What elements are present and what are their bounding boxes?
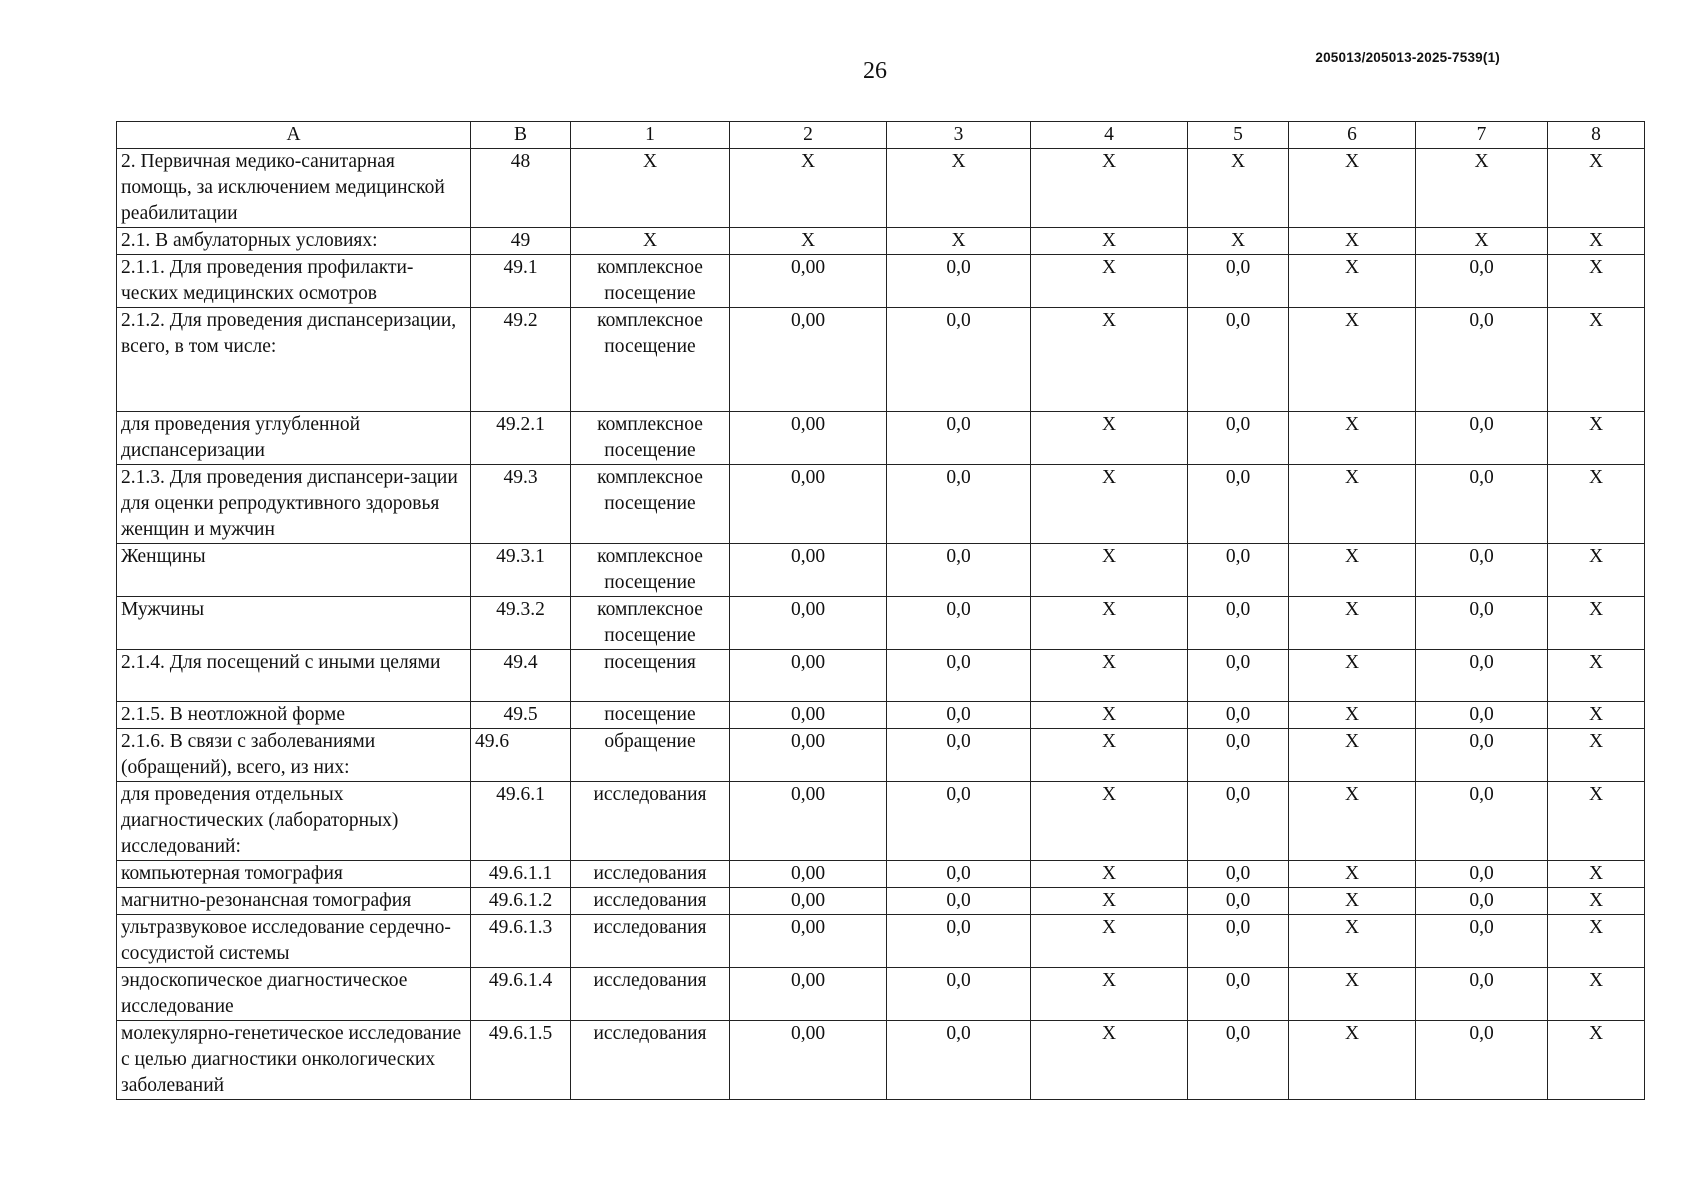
value-cell: Х [1548, 650, 1645, 702]
row-code: 49.3.2 [471, 597, 571, 650]
table-row [117, 149, 1645, 228]
column-header: В [471, 122, 571, 149]
row-code: 49.1 [471, 255, 571, 308]
value-cell: 0,0 [887, 702, 1031, 729]
value-cell: 0,0 [1188, 544, 1289, 597]
value-cell: Х [1031, 255, 1188, 308]
value-cell: Х [1031, 149, 1188, 228]
table-row [117, 255, 1645, 308]
value-cell: Х [1289, 702, 1416, 729]
value-cell: Х [1289, 729, 1416, 782]
value-cell: Х [1031, 544, 1188, 597]
value-cell: 0,0 [1416, 465, 1548, 544]
value-cell: Х [1031, 888, 1188, 915]
value-cell: 0,0 [887, 255, 1031, 308]
value-cell: Х [1289, 465, 1416, 544]
value-cell: Х [1548, 255, 1645, 308]
value-cell: 0,0 [1416, 729, 1548, 782]
value-cell: Х [887, 149, 1031, 228]
value-cell: 0,0 [1188, 308, 1289, 412]
row-name: компьютерная томография [117, 861, 471, 888]
value-cell: 0,00 [730, 544, 887, 597]
value-cell: 0,0 [1188, 888, 1289, 915]
row-code: 49.2.1 [471, 412, 571, 465]
row-name: эндоскопическое диагностическое исследование [117, 968, 471, 1021]
value-cell: Х [1031, 650, 1188, 702]
table-row [117, 597, 1645, 650]
column-header: 7 [1416, 122, 1548, 149]
row-code: 49.6.1.5 [471, 1021, 571, 1100]
value-cell: 0,0 [887, 412, 1031, 465]
value-cell: 0,0 [1188, 861, 1289, 888]
row-code: 49.6.1.1 [471, 861, 571, 888]
value-cell: Х [1289, 255, 1416, 308]
value-cell: Х [1188, 228, 1289, 255]
table-row [117, 861, 1645, 888]
column-header: 6 [1289, 122, 1416, 149]
value-cell: 0,0 [1416, 888, 1548, 915]
value-cell: 0,0 [887, 782, 1031, 861]
value-cell: Х [1289, 412, 1416, 465]
row-code: 48 [471, 149, 571, 228]
column-header: 1 [571, 122, 730, 149]
table-row [117, 1021, 1645, 1100]
value-cell: Х [1031, 308, 1188, 412]
row-name: 2.1. В амбулаторных условиях: [117, 228, 471, 255]
row-name: Женщины [117, 544, 471, 597]
value-cell: 0,00 [730, 782, 887, 861]
column-header: 4 [1031, 122, 1188, 149]
table-row [117, 650, 1645, 702]
value-cell: Х [1031, 915, 1188, 968]
row-code: 49.6.1.2 [471, 888, 571, 915]
row-name: 2.1.2. Для проведения диспансеризации, всего, в том числе: [117, 308, 471, 412]
unit-cell: комплексное посещение [571, 544, 730, 597]
unit-cell: исследования [571, 968, 730, 1021]
unit-cell: комплексное посещение [571, 255, 730, 308]
unit-cell: посещение [571, 702, 730, 729]
value-cell: 0,0 [1416, 915, 1548, 968]
value-cell: 0,00 [730, 968, 887, 1021]
row-name: Мужчины [117, 597, 471, 650]
table-row [117, 228, 1645, 255]
row-code: 49 [471, 228, 571, 255]
value-cell: 0,0 [887, 968, 1031, 1021]
value-cell: 0,0 [887, 308, 1031, 412]
value-cell: Х [1289, 968, 1416, 1021]
value-cell: 0,00 [730, 1021, 887, 1100]
unit-cell: исследования [571, 1021, 730, 1100]
value-cell: Х [1416, 228, 1548, 255]
value-cell: 0,0 [1188, 782, 1289, 861]
table-row [117, 729, 1645, 782]
unit-cell: исследования [571, 915, 730, 968]
value-cell: Х [1289, 888, 1416, 915]
unit-cell: Х [571, 228, 730, 255]
value-cell: Х [1548, 149, 1645, 228]
row-code: 49.5 [471, 702, 571, 729]
table-row [117, 915, 1645, 968]
row-code: 49.4 [471, 650, 571, 702]
value-cell: 0,0 [1188, 650, 1289, 702]
unit-cell: Х [571, 149, 730, 228]
value-cell: 0,0 [1416, 412, 1548, 465]
row-name: 2.1.1. Для проведения профилакти-ческих медицинских осмотров [117, 255, 471, 308]
column-header: А [117, 122, 471, 149]
value-cell: Х [730, 228, 887, 255]
unit-cell: комплексное посещение [571, 597, 730, 650]
value-cell: Х [1548, 465, 1645, 544]
value-cell: 0,00 [730, 597, 887, 650]
value-cell: Х [1031, 1021, 1188, 1100]
value-cell: Х [1416, 149, 1548, 228]
column-header: 2 [730, 122, 887, 149]
value-cell: Х [1289, 782, 1416, 861]
value-cell: Х [1548, 702, 1645, 729]
value-cell: Х [887, 228, 1031, 255]
value-cell: Х [1289, 228, 1416, 255]
value-cell: Х [1548, 915, 1645, 968]
value-cell: Х [1289, 544, 1416, 597]
value-cell: 0,0 [1188, 255, 1289, 308]
value-cell: 0,0 [1188, 597, 1289, 650]
value-cell: Х [1031, 861, 1188, 888]
value-cell: Х [1548, 782, 1645, 861]
value-cell: Х [1031, 228, 1188, 255]
value-cell: Х [1289, 861, 1416, 888]
column-header: 3 [887, 122, 1031, 149]
table-row [117, 968, 1645, 1021]
unit-cell: комплексное посещение [571, 412, 730, 465]
value-cell: 0,00 [730, 465, 887, 544]
row-code: 49.6 [471, 729, 571, 782]
value-cell: Х [1031, 412, 1188, 465]
table-row [117, 782, 1645, 861]
value-cell: Х [1548, 729, 1645, 782]
value-cell: 0,0 [887, 888, 1031, 915]
row-name: для проведения углубленной диспансеризации [117, 412, 471, 465]
unit-cell: комплексное посещение [571, 465, 730, 544]
value-cell: Х [1289, 149, 1416, 228]
value-cell: Х [1289, 650, 1416, 702]
value-cell: Х [1548, 888, 1645, 915]
value-cell: 0,0 [1416, 1021, 1548, 1100]
value-cell: 0,0 [1188, 968, 1289, 1021]
value-cell: Х [1548, 228, 1645, 255]
value-cell: Х [1031, 729, 1188, 782]
value-cell: 0,00 [730, 255, 887, 308]
row-code: 49.6.1.4 [471, 968, 571, 1021]
value-cell: 0,0 [1416, 544, 1548, 597]
value-cell: Х [1548, 968, 1645, 1021]
value-cell: Х [1031, 465, 1188, 544]
value-cell: Х [1031, 702, 1188, 729]
value-cell: 0,0 [887, 915, 1031, 968]
value-cell: Х [1289, 308, 1416, 412]
value-cell: 0,0 [887, 729, 1031, 782]
value-cell: 0,00 [730, 308, 887, 412]
row-name: 2.1.4. Для посещений с иными целями [117, 650, 471, 702]
value-cell: 0,0 [1188, 465, 1289, 544]
value-cell: 0,00 [730, 861, 887, 888]
value-cell: 0,0 [1188, 915, 1289, 968]
value-cell: 0,0 [887, 650, 1031, 702]
table-row [117, 412, 1645, 465]
table-row [117, 544, 1645, 597]
unit-cell: обращение [571, 729, 730, 782]
value-cell: 0,0 [1188, 729, 1289, 782]
value-cell: Х [1289, 915, 1416, 968]
value-cell: Х [730, 149, 887, 228]
value-cell: 0,0 [1188, 1021, 1289, 1100]
row-code: 49.6.1.3 [471, 915, 571, 968]
value-cell: Х [1188, 149, 1289, 228]
value-cell: 0,00 [730, 915, 887, 968]
row-name: 2. Первичная медико-санитарная помощь, за исключением медицинской реабилитации [117, 149, 471, 228]
unit-cell: исследования [571, 861, 730, 888]
value-cell: Х [1548, 597, 1645, 650]
value-cell: Х [1289, 597, 1416, 650]
value-cell: 0,0 [1188, 702, 1289, 729]
value-cell: 0,00 [730, 650, 887, 702]
document-id: 205013/205013-2025-7539(1) [1315, 50, 1500, 65]
unit-cell: посещения [571, 650, 730, 702]
value-cell: 0,0 [1416, 968, 1548, 1021]
unit-cell: исследования [571, 888, 730, 915]
value-cell: Х [1289, 1021, 1416, 1100]
value-cell: Х [1031, 968, 1188, 1021]
table-row [117, 465, 1645, 544]
value-cell: 0,0 [1416, 255, 1548, 308]
row-name: молекулярно-генетическое исследование с целью диагностики онкологических заболеваний [117, 1021, 471, 1100]
table-row [117, 702, 1645, 729]
value-cell: 0,0 [887, 465, 1031, 544]
value-cell: 0,0 [887, 544, 1031, 597]
value-cell: 0,00 [730, 888, 887, 915]
value-cell: Х [1031, 782, 1188, 861]
value-cell: Х [1548, 544, 1645, 597]
value-cell: 0,00 [730, 702, 887, 729]
row-name: ультразвуковое исследование сердечно-сосудистой системы [117, 915, 471, 968]
value-cell: Х [1031, 597, 1188, 650]
row-code: 49.3 [471, 465, 571, 544]
statistics-table [116, 121, 1645, 1100]
value-cell: 0,0 [1416, 308, 1548, 412]
unit-cell: комплексное посещение [571, 308, 730, 412]
row-name: магнитно-резонансная томография [117, 888, 471, 915]
value-cell: 0,0 [887, 1021, 1031, 1100]
value-cell: 0,0 [1416, 861, 1548, 888]
row-code: 49.6.1 [471, 782, 571, 861]
table-row [117, 308, 1645, 412]
row-name: 2.1.6. В связи с заболеваниями (обращений), всего, из них: [117, 729, 471, 782]
value-cell: 0,0 [1416, 702, 1548, 729]
value-cell: 0,0 [1188, 412, 1289, 465]
column-header: 8 [1548, 122, 1645, 149]
unit-cell: исследования [571, 782, 730, 861]
value-cell: 0,0 [1416, 650, 1548, 702]
row-name: 2.1.5. В неотложной форме [117, 702, 471, 729]
row-code: 49.3.1 [471, 544, 571, 597]
row-name: для проведения отдельных диагностических (лабораторных) исследований: [117, 782, 471, 861]
page-number: 26 [863, 58, 887, 84]
table-row [117, 888, 1645, 915]
value-cell: Х [1548, 1021, 1645, 1100]
value-cell: 0,00 [730, 412, 887, 465]
value-cell: 0,0 [1416, 597, 1548, 650]
value-cell: 0,0 [887, 597, 1031, 650]
row-code: 49.2 [471, 308, 571, 412]
value-cell: 0,0 [887, 861, 1031, 888]
value-cell: Х [1548, 308, 1645, 412]
value-cell: 0,00 [730, 729, 887, 782]
value-cell: Х [1548, 861, 1645, 888]
row-name: 2.1.3. Для проведения диспансери-зации для оценки репродуктивного здоровья женщин и мужчин [117, 465, 471, 544]
value-cell: Х [1548, 412, 1645, 465]
value-cell: 0,0 [1416, 782, 1548, 861]
header-row [117, 122, 1645, 149]
column-header: 5 [1188, 122, 1289, 149]
